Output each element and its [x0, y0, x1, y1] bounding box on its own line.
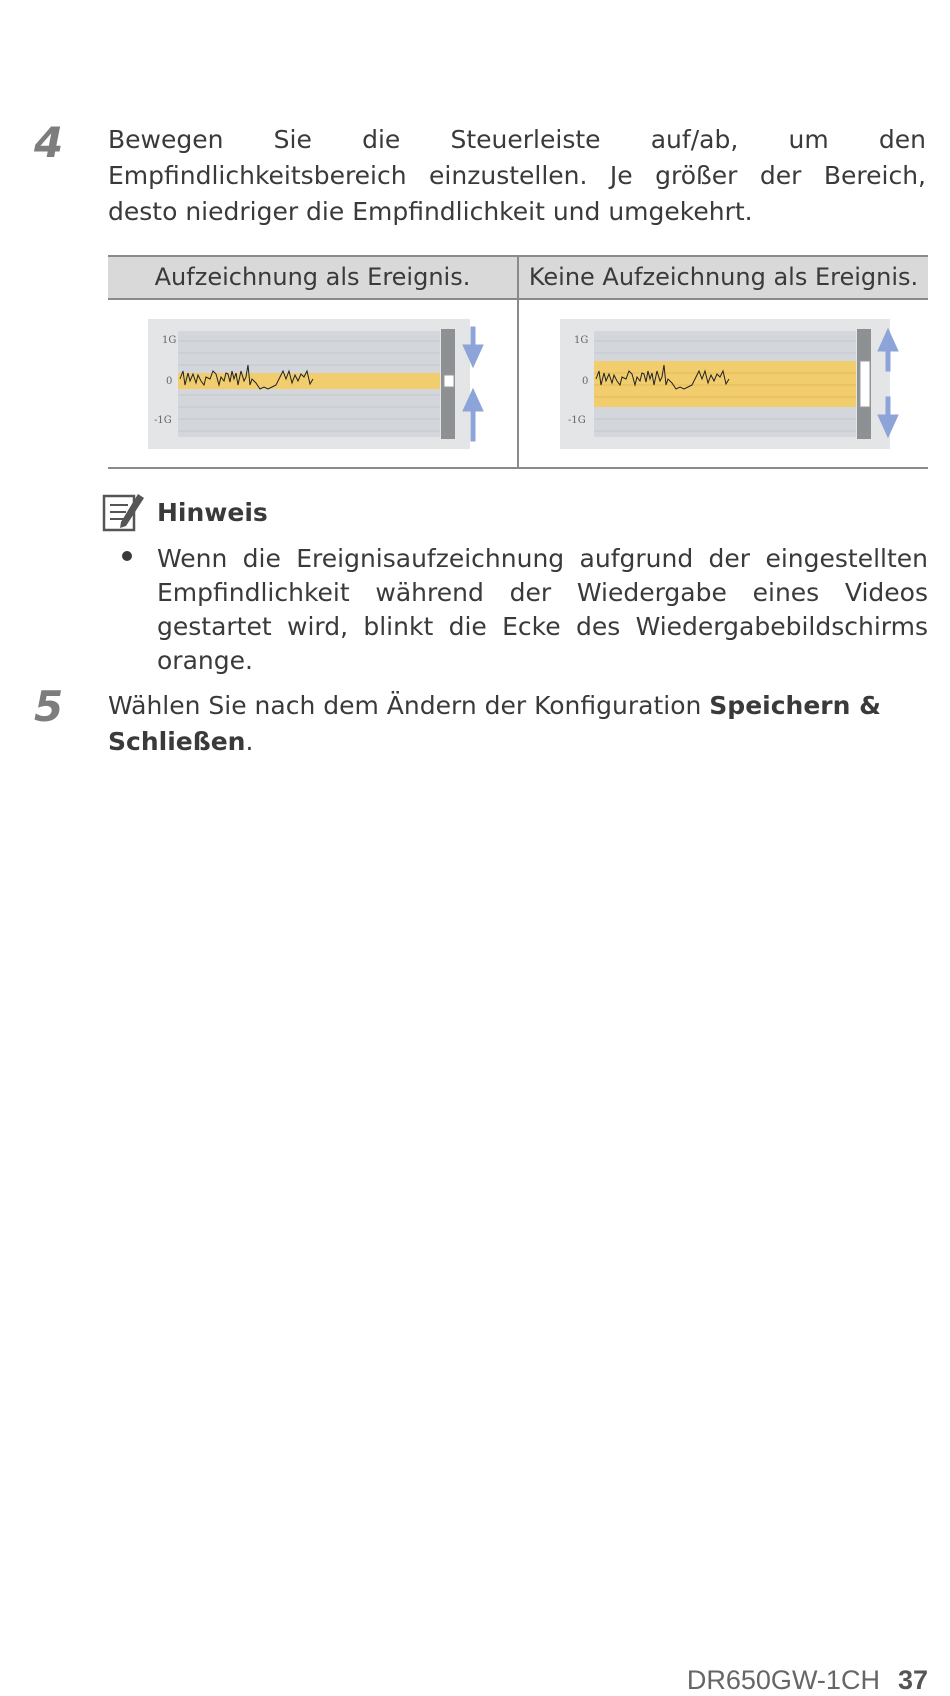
axis-label-zero: 0: [166, 376, 173, 387]
slider-handle[interactable]: [860, 361, 870, 407]
sensitivity-graph-narrow: [148, 319, 488, 449]
save-close-label: Speichern & Schließen: [108, 691, 881, 756]
axis-label-zero: 0: [582, 376, 589, 387]
note-pencil-icon: [102, 492, 146, 534]
page-footer: [687, 1665, 928, 1696]
sensitivity-band: [594, 361, 856, 407]
sensitivity-graph-wide: [560, 319, 900, 449]
table-header-no-event: Keine Aufzeichnung als Ereignis.: [528, 263, 919, 291]
sensitivity-comparison-table: [108, 255, 928, 469]
note-title: Hinweis: [157, 498, 268, 527]
bullet-icon: [122, 551, 132, 561]
axis-label-bottom: -1G: [568, 415, 586, 426]
axis-label-bottom: -1G: [154, 415, 172, 426]
step-text-tail: .: [245, 727, 254, 756]
page-number: 37: [897, 1665, 928, 1695]
axis-label-top: 1G: [574, 335, 589, 346]
table-divider: [517, 296, 519, 467]
table-header-event: Aufzeichnung als Ereignis.: [108, 257, 519, 298]
table-header-row: [108, 255, 928, 300]
slider-handle[interactable]: [444, 375, 454, 387]
note-bullet-text: Wenn die Ereignisaufzeichnung aufgrund der eingestellten Empfindlichkeit während der Wiedergabe eines Videos gestartet wird, blinkt die Ecke des Wiedergabebildschirms orange.: [157, 544, 928, 675]
footer-model: DR650GW-1CH: [686, 1665, 880, 1695]
step-text: Bewegen Sie die Steuerleiste auf/ab, um den Empfindlichkeitsbereich einzustellen. Je größer der Bereich, desto niedriger die Empfindlichkeit und umgekehrt.: [108, 125, 926, 226]
step-number: 5: [34, 682, 64, 731]
step-text: [108, 688, 926, 760]
step-text-lead: Wählen Sie nach dem Ändern der Konfiguration: [108, 691, 710, 720]
axis-label-top: 1G: [162, 335, 177, 346]
step-number: 4: [34, 118, 64, 167]
